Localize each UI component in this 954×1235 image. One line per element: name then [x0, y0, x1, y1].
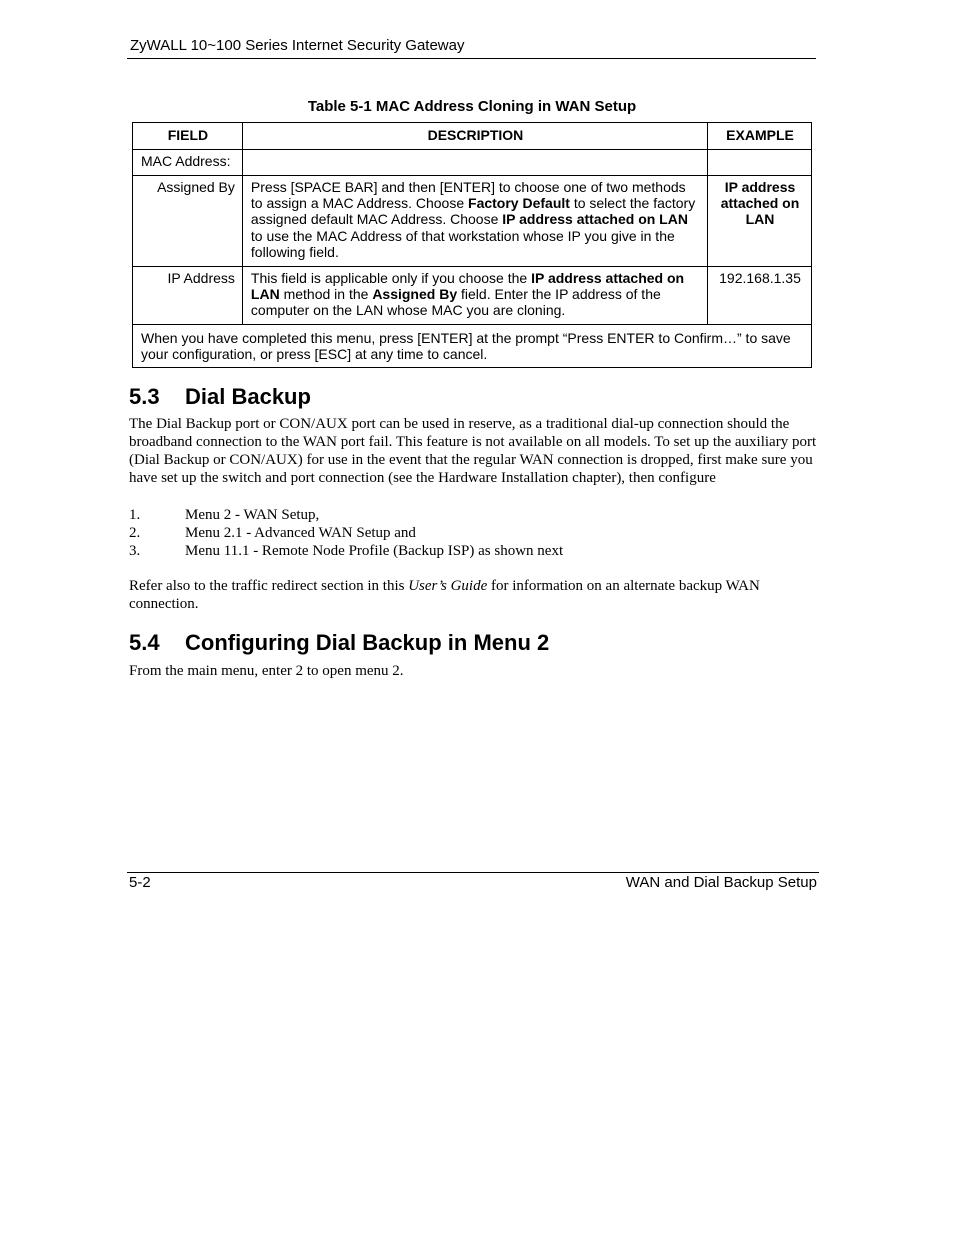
list-item [129, 506, 319, 524]
table-footer-note: When you have completed this menu, press [ENTER] at the prompt “Press ENTER to Confirm…” to save your configuration, or press [ESC] at any time to cancel. [133, 325, 812, 368]
list-number: 2. [129, 525, 141, 541]
description-cell [242, 176, 707, 267]
dial-backup-intro: The Dial Backup port or CON/AUX port can be used in reserve, as a traditional dial-up connection should the broadband connection to the WAN port fail. This feature is not available on all models. To set up the auxiliary port (Dial Backup or CON/AUX) for use in the event that the regular WAN connection is dropped, first make sure you have set up the switch and port connection (see the Hardware Installation chapter), then configure [129, 416, 817, 486]
field-cell: Assigned By [133, 176, 243, 267]
description-text: to use the MAC Address of that workstation whose IP you give in the following field. [250, 227, 675, 260]
table-caption: Table 5-1 MAC Address Cloning in WAN Setup [307, 98, 637, 115]
running-header: ZyWALL 10~100 Series Internet Security Gateway [130, 37, 465, 54]
header-rule [127, 58, 816, 59]
description-text: field. Enter the IP address of the computer on the LAN whose MAC you are cloning. [250, 286, 661, 319]
list-text: Menu 2 - WAN Setup, [185, 507, 320, 523]
section-title: Dial Backup [185, 384, 311, 409]
field-cell: IP Address [133, 267, 243, 325]
description-bold-text: IP address attached on LAN [502, 211, 688, 228]
section-54-text: From the main menu, enter 2 to open menu 2. [129, 663, 404, 679]
section-heading-dial-backup [129, 384, 311, 410]
column-header-description: DESCRIPTION [242, 123, 707, 150]
list-number: 3. [129, 543, 141, 559]
description-bold-text: Assigned By [372, 286, 458, 303]
description-bold-text: IP address attached on LAN [250, 270, 685, 303]
table-row-mac-address [133, 150, 812, 176]
users-guide-title: User’s Guide [408, 578, 488, 594]
description-text: to select the factory assigned default MAC Address. Choose [250, 195, 696, 228]
section-number: 5.4 [129, 630, 160, 655]
example-cell: 192.168.1.35 [708, 267, 812, 325]
table-row-assigned-by [133, 176, 812, 267]
table-footer-row [133, 325, 812, 368]
description-bold-text: Factory Default [468, 195, 570, 212]
description-text: This field is applicable only if you choose the [250, 270, 532, 286]
section-title: Configuring Dial Backup in Menu 2 [185, 630, 550, 655]
mac-cloning-table [132, 122, 812, 368]
footer-rule [127, 872, 819, 873]
example-cell: IP address attached on LAN [708, 176, 812, 267]
section-number: 5.3 [129, 384, 160, 409]
example-cell [708, 150, 812, 176]
column-header-example: EXAMPLE [708, 123, 812, 150]
refer-text: for information on an alternate backup WAN connection. [129, 578, 760, 612]
refer-paragraph [129, 577, 819, 613]
list-item [129, 524, 416, 542]
chapter-title: WAN and Dial Backup Setup [625, 874, 817, 891]
field-cell: MAC Address: [133, 150, 243, 176]
page-number: 5-2 [129, 874, 151, 891]
description-cell [242, 267, 707, 325]
description-text: Press [SPACE BAR] and then [ENTER] to choose one of two methods to assign a MAC Address. Choose [250, 179, 686, 212]
table-row-ip-address [133, 267, 812, 325]
description-text: method in the [279, 286, 373, 303]
list-item [129, 542, 563, 560]
description-cell [242, 150, 707, 176]
refer-text: Refer also to the traffic redirect section in this [129, 578, 409, 594]
list-number: 1. [129, 507, 141, 523]
list-text: Menu 2.1 - Advanced WAN Setup and [185, 525, 416, 541]
list-text: Menu 11.1 - Remote Node Profile (Backup ISP) as shown next [185, 543, 564, 559]
column-header-field: FIELD [133, 123, 243, 150]
section-heading-configuring-dial-backup [129, 630, 549, 656]
table-header-row [133, 123, 812, 150]
